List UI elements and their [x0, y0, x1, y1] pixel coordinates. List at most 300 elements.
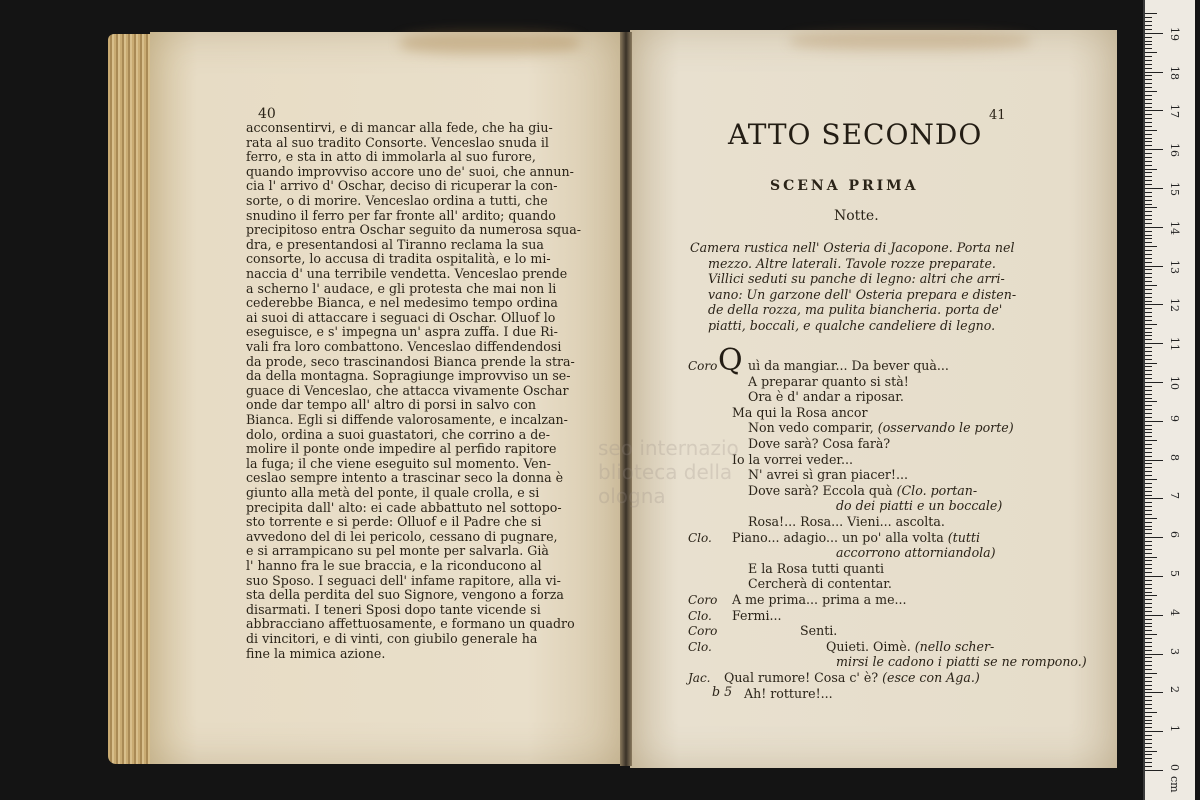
ruler-tick — [1145, 238, 1152, 239]
ruler-tick — [1145, 553, 1152, 554]
ruler-tick — [1145, 498, 1163, 499]
ruler-tick — [1145, 21, 1152, 22]
ruler-tick — [1145, 332, 1152, 333]
ruler-tick — [1145, 227, 1163, 228]
ruler-tick — [1145, 576, 1163, 577]
ruler-tick — [1145, 436, 1152, 437]
text-line: da prode, seco trascinandosi Bianca prende la stra- — [246, 353, 575, 369]
ruler-tick — [1145, 529, 1152, 530]
speaker-label: Clo. — [688, 530, 712, 545]
ruler-tick — [1145, 386, 1152, 387]
ruler-number: 8 — [1168, 453, 1181, 461]
ruler-number: 5 — [1168, 570, 1181, 577]
speaker-label: Coro — [688, 624, 718, 639]
ruler-tick — [1145, 704, 1152, 705]
text-line: precipitoso entra Oschar seguito da numerosa squa- — [246, 222, 581, 238]
ruler-tick — [1145, 452, 1152, 453]
verse-text: uì da mangiar... Da bever quà... — [748, 358, 949, 373]
ruler-tick — [1145, 708, 1152, 709]
verse-line — [744, 686, 833, 701]
text-line: l' hanno fra le sue braccia, e la riconducono al — [246, 558, 542, 573]
ruler-tick — [1145, 487, 1152, 488]
ruler-tick — [1145, 17, 1152, 18]
ruler-number: 12 — [1168, 298, 1181, 313]
ruler-tick — [1145, 141, 1152, 142]
ruler-tick — [1145, 588, 1152, 589]
ruler-tick — [1145, 533, 1152, 534]
ruler-tick — [1145, 421, 1163, 422]
measuring-ruler — [1143, 0, 1195, 800]
ruler-tick — [1145, 130, 1157, 131]
ruler-number: 14 — [1168, 220, 1181, 235]
verse-text: Ora è d' andar a riposar. — [748, 389, 904, 405]
ruler-unit: cm — [1168, 776, 1181, 793]
text-line: ferro, e sta in atto di immolarla al suo furore, — [246, 149, 536, 165]
ruler-tick — [1145, 370, 1152, 371]
ruler-number: 4 — [1168, 608, 1181, 616]
verse-line — [748, 420, 1014, 435]
ruler-tick — [1145, 273, 1152, 274]
stage-note: (nello scher- — [914, 638, 995, 654]
text-line: sto torrente e si perde: Olluof e il Padre che si — [246, 514, 542, 530]
ruler-tick — [1145, 83, 1152, 84]
ruler-tick — [1145, 301, 1152, 302]
ruler-tick — [1145, 13, 1157, 14]
ruler-tick — [1145, 281, 1152, 282]
ruler-tick — [1145, 25, 1152, 26]
ruler-tick — [1145, 289, 1152, 290]
ruler-tick — [1145, 623, 1152, 624]
ruler-tick — [1145, 277, 1152, 278]
ruler-tick — [1145, 677, 1152, 678]
ruler-tick — [1145, 107, 1152, 108]
verse-line — [748, 389, 904, 404]
ruler-tick — [1145, 359, 1152, 360]
text-line: acconsentirvi, e di mancar alla fede, che ha giu- — [246, 120, 553, 135]
verse-line — [748, 483, 977, 498]
ruler-tick — [1145, 665, 1152, 666]
text-line: eseguisce, e s' impegna un' aspra zuffa. I due Ri- — [246, 324, 558, 340]
speaker-label: Clo. — [688, 639, 712, 654]
stage-note: accorrono attorniandola) — [836, 545, 996, 561]
ruler-tick — [1145, 747, 1152, 748]
ruler-tick — [1145, 308, 1152, 309]
ruler-tick — [1145, 669, 1152, 670]
drop-cap: Q — [718, 343, 743, 378]
text-line: Bianca. Egli si diffende valorosamente, e incalzan- — [246, 412, 568, 427]
ruler-tick — [1145, 626, 1152, 627]
ruler-tick — [1145, 29, 1152, 30]
ruler-tick — [1145, 347, 1152, 348]
watermark-line: blioteca della — [598, 460, 733, 484]
ruler-tick — [1145, 448, 1152, 449]
ruler-tick — [1145, 114, 1152, 115]
ruler-tick — [1145, 207, 1157, 208]
ruler-tick — [1145, 475, 1152, 476]
ruler-number: 10 — [1168, 376, 1181, 390]
ruler-number: 6 — [1168, 531, 1181, 539]
ruler-tick — [1145, 630, 1152, 631]
book-gutter — [620, 32, 632, 766]
ruler-tick — [1145, 592, 1152, 593]
ruler-tick — [1145, 673, 1157, 674]
ruler-tick — [1145, 537, 1163, 538]
text-line: ceslao sempre intento a trascinar seco la donna è — [246, 470, 564, 486]
ruler-tick — [1145, 510, 1152, 511]
ruler-tick — [1145, 75, 1152, 76]
text-line: ai suoi di attaccare i seguaci di Oschar. Olluof lo — [246, 309, 556, 325]
text-line: suo Sposo. I seguaci dell' infame rapitore, alla vi- — [246, 572, 561, 588]
watermark — [598, 436, 739, 508]
speaker-label: Coro — [688, 359, 718, 373]
verse-text: Dove sarà? Cosa farà? — [748, 436, 891, 451]
ruler-number: 1 — [1168, 725, 1181, 733]
stage-note: mirsi le cadono i piatti se ne rompono.) — [836, 654, 1087, 670]
text-line: disarmati. I teneri Sposi dopo tante vicende si — [246, 601, 541, 617]
verse-line — [732, 452, 853, 467]
ruler-tick — [1145, 409, 1152, 410]
ruler-tick — [1145, 44, 1152, 45]
ruler-tick — [1145, 518, 1157, 519]
ruler-tick — [1145, 335, 1152, 336]
ruler-number: 7 — [1168, 492, 1181, 500]
verse-line — [836, 498, 1002, 513]
ruler-tick — [1145, 196, 1152, 197]
ruler-tick — [1145, 37, 1152, 38]
speaker-label: Jac. — [688, 671, 711, 685]
ruler-tick — [1145, 366, 1152, 367]
verse-text: Cercherà di contentar. — [748, 576, 892, 592]
stage-direction-line: Villici seduti su panche di legno: altri che arri- — [708, 271, 1005, 287]
ruler-tick — [1145, 394, 1152, 395]
ruler-tick — [1145, 215, 1152, 216]
ruler-tick — [1145, 285, 1157, 286]
verse-text: A me prima... prima a me... — [732, 592, 907, 607]
ruler-tick — [1145, 103, 1152, 104]
ruler-tick — [1145, 176, 1152, 177]
ruler-tick — [1145, 246, 1157, 247]
ruler-number: 18 — [1168, 65, 1181, 80]
verse-text: Non vedo comparir, — [748, 420, 878, 436]
verse-text: N' avrei sì gran piacer!... — [748, 467, 909, 483]
stage-direction-line: vano: Un garzone dell' Osteria prepara e disten- — [708, 286, 1017, 302]
ruler-tick — [1145, 153, 1152, 154]
ruler-tick — [1145, 242, 1152, 243]
text-line: e si arrampicano su pel monte per salvarla. Già — [246, 543, 549, 559]
watermark-line: seo internazio — [598, 436, 739, 460]
ruler-tick — [1145, 619, 1152, 620]
text-line: quando improvviso accore uno de' suoi, che annun- — [246, 163, 574, 179]
ruler-tick — [1145, 432, 1152, 433]
verse-line — [732, 592, 907, 607]
ruler-tick — [1145, 211, 1152, 212]
ruler-tick — [1145, 169, 1157, 170]
ruler-tick — [1145, 312, 1152, 313]
ruler-tick — [1145, 79, 1152, 80]
ruler-tick — [1145, 316, 1152, 317]
ruler-tick — [1145, 611, 1152, 612]
text-line: onde dar tempo all' altro di porsi in salvo con — [246, 397, 536, 413]
stage-direction-line: mezzo. Altre laterali. Tavole rozze preparate. — [708, 255, 996, 271]
text-line: da della montagna. Sopragiunge improvviso un se- — [246, 368, 571, 384]
scene-time: Notte. — [834, 208, 879, 224]
verse-line — [748, 374, 909, 389]
ruler-tick — [1145, 483, 1152, 484]
speaker-label: Clo. — [688, 608, 712, 623]
text-line: abbracciano affettuosamente, e formano un quadro — [246, 616, 575, 632]
ruler-tick — [1145, 514, 1152, 515]
ruler-tick — [1145, 758, 1152, 759]
ruler-tick — [1145, 138, 1152, 139]
ruler-tick — [1145, 165, 1152, 166]
ruler-tick — [1145, 48, 1152, 49]
verse-text: A preparar quanto si stà! — [748, 373, 909, 389]
signature-mark: b 5 — [712, 684, 733, 699]
verse-text: Piano... adagio... un po' alla volta — [732, 529, 948, 545]
ruler-tick — [1145, 95, 1152, 96]
text-line: molire il ponte onde impedire al perfido rapitore — [246, 441, 557, 457]
verse-line — [748, 358, 949, 373]
verse-line — [732, 405, 867, 420]
speaker-label: Coro — [688, 593, 718, 607]
ruler-number: 19 — [1168, 26, 1181, 41]
ruler-tick — [1145, 219, 1152, 220]
ruler-tick — [1145, 157, 1152, 158]
ruler-tick — [1145, 68, 1152, 69]
ruler-tick — [1145, 382, 1163, 383]
ruler-tick — [1145, 526, 1152, 527]
text-line: sorte, o di morire. Venceslao ordina a tutti, che — [246, 193, 548, 208]
ruler-tick — [1145, 444, 1152, 445]
ruler-number: 0 — [1168, 764, 1181, 771]
ruler-tick — [1145, 495, 1152, 496]
ruler-tick — [1145, 266, 1163, 267]
ruler-tick — [1145, 122, 1152, 123]
ruler-tick — [1145, 522, 1152, 523]
ruler-tick — [1145, 580, 1152, 581]
ruler-number: 16 — [1168, 143, 1181, 158]
ruler-tick — [1145, 692, 1163, 693]
stain — [400, 32, 580, 54]
verse-line — [724, 670, 980, 685]
ruler-tick — [1145, 87, 1152, 88]
ruler-tick — [1145, 258, 1152, 259]
ruler-tick — [1145, 557, 1157, 558]
ruler-tick — [1145, 735, 1152, 736]
ruler-tick — [1145, 110, 1163, 111]
ruler-tick — [1145, 33, 1163, 34]
verse-line — [748, 514, 945, 529]
ruler-tick — [1145, 405, 1152, 406]
ruler-tick — [1145, 145, 1152, 146]
ruler-tick — [1145, 685, 1152, 686]
ruler-tick — [1145, 467, 1152, 468]
ruler-tick — [1145, 254, 1152, 255]
verse-text: Rosa!... Rosa... Vieni... ascolta. — [748, 514, 945, 529]
ruler-tick — [1145, 374, 1152, 375]
ruler-tick — [1145, 320, 1152, 321]
ruler-tick — [1145, 41, 1152, 42]
ruler-tick — [1145, 615, 1163, 616]
text-line: rata al suo tradito Consorte. Venceslao snuda il — [246, 134, 549, 150]
ruler-tick — [1145, 328, 1152, 329]
ruler-tick — [1145, 607, 1152, 608]
scene-title: SCENA PRIMA — [770, 178, 919, 194]
verse-line — [826, 639, 994, 654]
verse-line — [836, 654, 1087, 669]
ruler-tick — [1145, 739, 1152, 740]
ruler-tick — [1145, 751, 1157, 752]
ruler-tick — [1145, 343, 1163, 344]
verse-line — [748, 467, 908, 482]
ruler-tick — [1145, 293, 1152, 294]
ruler-tick — [1145, 262, 1152, 263]
verse-line — [732, 608, 782, 623]
ruler-tick — [1145, 642, 1152, 643]
ruler-tick — [1145, 595, 1157, 596]
ruler-tick — [1145, 204, 1152, 205]
ruler-tick — [1145, 681, 1152, 682]
text-line: snudino il ferro per far fronte all' ardito; quando — [246, 207, 556, 223]
ruler-tick — [1145, 502, 1152, 503]
ruler-tick — [1145, 351, 1152, 352]
ruler-tick — [1145, 599, 1152, 600]
ruler-tick — [1145, 99, 1152, 100]
stage-note: (osservando le porte) — [877, 420, 1014, 436]
ruler-tick — [1145, 118, 1152, 119]
text-line: sta della perdita del suo Signore, vengono a forza — [246, 587, 564, 603]
ruler-tick — [1145, 324, 1157, 325]
ruler-tick — [1145, 339, 1152, 340]
ruler-tick — [1145, 192, 1152, 193]
verse-line — [748, 561, 884, 576]
ruler-number: 3 — [1168, 647, 1181, 655]
ruler-tick — [1145, 200, 1152, 201]
text-line: giunto alla metà del ponte, il quale crolla, e si — [246, 485, 540, 500]
text-line: naccia d' una terribile vendetta. Venceslao prende — [246, 266, 568, 281]
text-line: consorte, lo accusa di tradita ospitalità, e lo mi- — [246, 251, 551, 267]
ruler-tick — [1145, 723, 1152, 724]
ruler-tick — [1145, 72, 1163, 73]
ruler-tick — [1145, 460, 1163, 461]
ruler-tick — [1145, 712, 1157, 713]
ruler-tick — [1145, 401, 1157, 402]
text-line: di vincitori, e di vinti, con giubilo generale ha — [246, 631, 538, 646]
ruler-tick — [1145, 378, 1152, 379]
ruler-tick — [1145, 584, 1152, 585]
ruler-number: 9 — [1168, 414, 1181, 422]
text-line: cia l' arrivo d' Oschar, deciso di ricuperar la con- — [246, 178, 558, 194]
verse-text: Quieti. Oimè. — [826, 638, 915, 654]
ruler-tick — [1145, 479, 1157, 480]
ruler-tick — [1145, 506, 1152, 507]
ruler-tick — [1145, 413, 1152, 414]
ruler-tick — [1145, 355, 1152, 356]
ruler-tick — [1145, 149, 1163, 150]
verse-text: Ah! rotture!... — [744, 685, 833, 701]
right-page-number: 41 — [989, 108, 1006, 123]
verse-text: Io la vorrei veder... — [732, 451, 854, 467]
text-line: dra, e presentandosi al Tiranno reclama la sua — [246, 236, 544, 252]
verse-text: Fermi... — [732, 607, 782, 623]
stage-direction-line: Camera rustica nell' Osteria di Jacopone. Porta nel — [690, 240, 1015, 255]
ruler-tick — [1145, 60, 1152, 61]
text-line: precipita dall' alto: ei cade abbattuto nel sottopo- — [246, 499, 562, 515]
ruler-tick — [1145, 564, 1152, 565]
stain — [790, 32, 1030, 50]
ruler-tick — [1145, 572, 1152, 573]
ruler-tick — [1145, 766, 1152, 767]
ruler-tick — [1145, 425, 1152, 426]
ruler-tick — [1145, 184, 1152, 185]
watermark-line: ologna — [598, 484, 666, 508]
ruler-tick — [1145, 727, 1152, 728]
verse-line — [732, 530, 980, 545]
text-line: a scherno l' audace, e gli protesta che mai non li — [246, 280, 557, 296]
stage-note: (Clo. portan- — [896, 482, 978, 498]
verse-line — [748, 576, 892, 591]
verse-text: E la Rosa tutti quanti — [748, 560, 884, 576]
ruler-tick — [1145, 231, 1152, 232]
page-edges — [108, 34, 154, 764]
ruler-tick — [1145, 661, 1152, 662]
ruler-tick — [1145, 603, 1152, 604]
ruler-number: 17 — [1168, 104, 1181, 119]
ruler-tick — [1145, 180, 1152, 181]
stage-note: do dei piatti e un boccale) — [836, 498, 1003, 514]
ruler-tick — [1145, 269, 1152, 270]
ruler-tick — [1145, 440, 1157, 441]
ruler-tick — [1145, 297, 1152, 298]
ruler-tick — [1145, 188, 1163, 189]
ruler-tick — [1145, 650, 1152, 651]
text-line: la fuga; il che viene eseguito sul momento. Ven- — [246, 455, 552, 471]
ruler-tick — [1145, 456, 1152, 457]
verse-text: Dove sarà? Eccola quà — [748, 482, 897, 498]
ruler-tick — [1145, 743, 1152, 744]
ruler-tick — [1145, 731, 1163, 732]
ruler-tick — [1145, 541, 1152, 542]
text-line: cederebbe Bianca, e nel medesimo tempo ordina — [246, 295, 558, 311]
ruler-number: 11 — [1168, 337, 1181, 352]
stage-direction-line: piatti, boccali, e qualche candeliere di legno. — [708, 318, 996, 333]
ruler-number: 13 — [1168, 259, 1181, 274]
ruler-tick — [1145, 398, 1152, 399]
ruler-tick — [1145, 646, 1152, 647]
verse-text: Qual rumore! Cosa c' è? — [724, 670, 883, 685]
ruler-tick — [1145, 390, 1152, 391]
stage-note: (tutti — [947, 529, 980, 545]
ruler-tick — [1145, 417, 1152, 418]
ruler-tick — [1145, 549, 1152, 550]
ruler-tick — [1145, 634, 1157, 635]
stage-direction-line: de della rozza, ma pulita biancheria. porta de' — [708, 302, 1003, 318]
text-line: guace di Venceslao, che attacca vivamente Oschar — [246, 382, 569, 398]
ruler-tick — [1145, 463, 1152, 464]
ruler-number: 15 — [1168, 182, 1181, 196]
ruler-number: 2 — [1168, 686, 1181, 694]
ruler-tick — [1145, 126, 1152, 127]
ruler-tick — [1145, 720, 1152, 721]
ruler-tick — [1145, 235, 1152, 236]
ruler-tick — [1145, 754, 1152, 755]
ruler-tick — [1145, 64, 1152, 65]
ruler-tick — [1145, 491, 1152, 492]
stage-note: (esce con Aga.) — [882, 670, 980, 685]
text-line: fine la mimica azione. — [246, 645, 386, 661]
ruler-tick — [1145, 134, 1152, 135]
ruler-tick — [1145, 56, 1152, 57]
